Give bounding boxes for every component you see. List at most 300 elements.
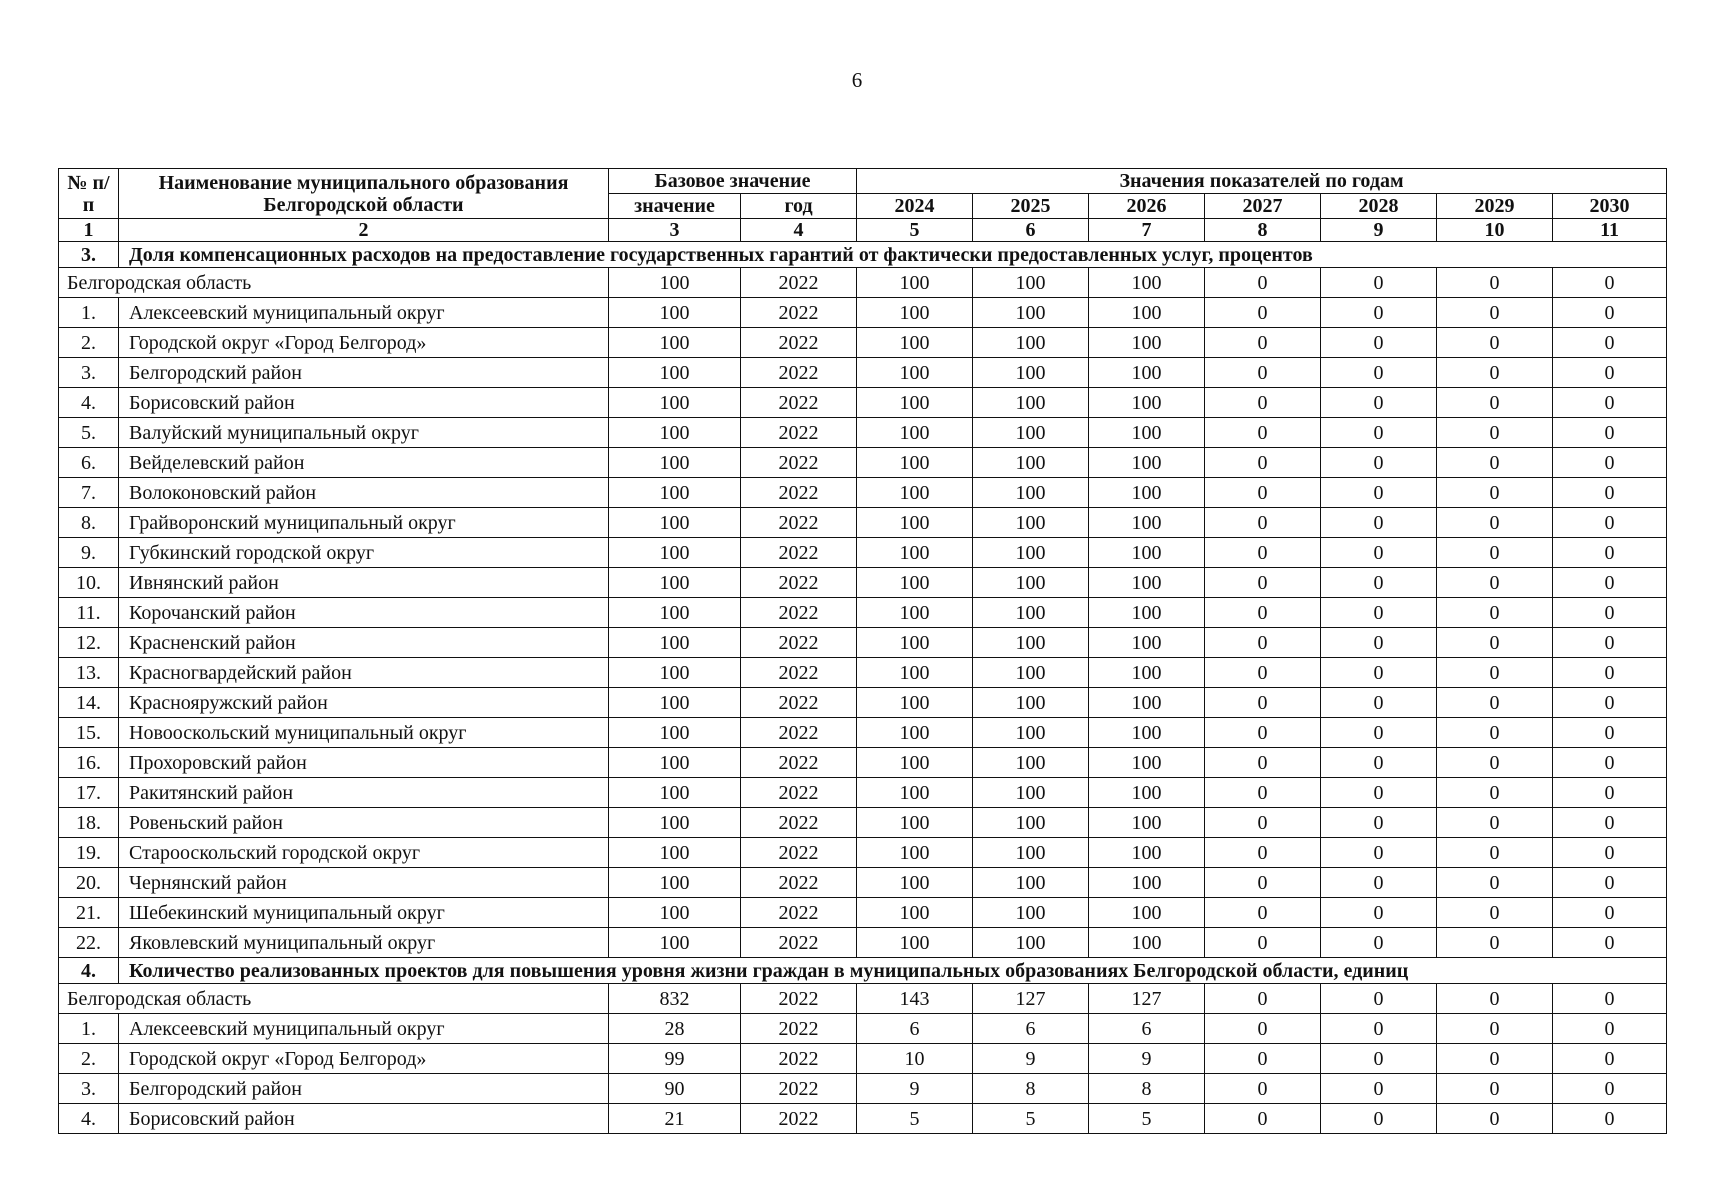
year-value: 0 (1321, 778, 1437, 808)
base-value: 99 (609, 1044, 741, 1074)
base-value: 100 (609, 448, 741, 478)
base-year: 2022 (741, 628, 857, 658)
base-year: 2022 (741, 1014, 857, 1044)
municipality-name: Губкинский городской округ (119, 538, 609, 568)
year-value: 0 (1321, 1014, 1437, 1044)
base-value: 100 (609, 778, 741, 808)
year-value: 100 (973, 868, 1089, 898)
column-numbers-row (59, 219, 1667, 242)
row-number: 7. (59, 478, 119, 508)
year-value: 0 (1321, 598, 1437, 628)
year-value: 0 (1553, 388, 1667, 418)
year-value: 0 (1321, 898, 1437, 928)
column-number: 11 (1553, 219, 1667, 242)
table-row (59, 1014, 1667, 1044)
year-value: 100 (1089, 478, 1205, 508)
year-value: 0 (1553, 418, 1667, 448)
municipality-name: Грайворонский муниципальный округ (119, 508, 609, 538)
year-value: 100 (1089, 778, 1205, 808)
year-value: 100 (973, 778, 1089, 808)
table-row (59, 1074, 1667, 1104)
year-value: 0 (1205, 778, 1321, 808)
table-row (59, 448, 1667, 478)
year-value: 0 (1321, 868, 1437, 898)
header-base: Базовое значение (609, 169, 857, 194)
table-row (59, 868, 1667, 898)
year-value: 0 (1321, 538, 1437, 568)
year-value: 0 (1205, 358, 1321, 388)
year-value: 0 (1553, 778, 1667, 808)
base-value: 832 (609, 984, 741, 1014)
year-value: 0 (1205, 508, 1321, 538)
row-number: 17. (59, 778, 119, 808)
header-year: 2029 (1437, 194, 1553, 219)
year-value: 0 (1553, 478, 1667, 508)
year-value: 0 (1437, 568, 1553, 598)
year-value: 0 (1205, 984, 1321, 1014)
year-value: 100 (973, 568, 1089, 598)
year-value: 0 (1553, 538, 1667, 568)
table-row (59, 358, 1667, 388)
year-value: 0 (1437, 418, 1553, 448)
table-row (59, 598, 1667, 628)
year-value: 0 (1553, 1074, 1667, 1104)
year-value: 100 (1089, 448, 1205, 478)
municipality-name: Волоконовский район (119, 478, 609, 508)
year-value: 0 (1205, 268, 1321, 298)
municipality-name: Алексеевский муниципальный округ (119, 1014, 609, 1044)
base-value: 100 (609, 658, 741, 688)
year-value: 0 (1553, 928, 1667, 958)
year-value: 0 (1437, 868, 1553, 898)
base-year: 2022 (741, 418, 857, 448)
base-year: 2022 (741, 1074, 857, 1104)
table-row (59, 298, 1667, 328)
year-value: 100 (973, 538, 1089, 568)
year-value: 100 (1089, 268, 1205, 298)
table-row (59, 508, 1667, 538)
base-year: 2022 (741, 748, 857, 778)
base-year: 2022 (741, 508, 857, 538)
header-year: 2025 (973, 194, 1089, 219)
year-value: 100 (1089, 658, 1205, 688)
municipality-name: Красногвардейский район (119, 658, 609, 688)
year-value: 0 (1437, 448, 1553, 478)
header-year: 2030 (1553, 194, 1667, 219)
column-number: 10 (1437, 219, 1553, 242)
section-header-row (59, 242, 1667, 268)
year-value: 0 (1553, 658, 1667, 688)
row-number: 3. (59, 1074, 119, 1104)
year-value: 0 (1321, 1074, 1437, 1104)
base-year: 2022 (741, 984, 857, 1014)
row-number: 1. (59, 1014, 119, 1044)
year-value: 5 (1089, 1104, 1205, 1134)
year-value: 100 (973, 478, 1089, 508)
year-value: 0 (1553, 268, 1667, 298)
column-number: 2 (119, 219, 609, 242)
year-value: 100 (1089, 718, 1205, 748)
year-value: 0 (1553, 984, 1667, 1014)
year-value: 100 (1089, 508, 1205, 538)
municipality-name: Новооскольский муниципальный округ (119, 718, 609, 748)
year-value: 100 (857, 328, 973, 358)
table-row (59, 898, 1667, 928)
year-value: 100 (857, 928, 973, 958)
year-value: 100 (857, 568, 973, 598)
year-value: 0 (1437, 1104, 1553, 1134)
base-value: 100 (609, 628, 741, 658)
column-number: 3 (609, 219, 741, 242)
year-value: 0 (1205, 328, 1321, 358)
year-value: 100 (1089, 538, 1205, 568)
year-value: 0 (1437, 1074, 1553, 1104)
year-value: 100 (857, 718, 973, 748)
base-year: 2022 (741, 838, 857, 868)
header-number: № п/п (59, 169, 119, 219)
year-value: 100 (857, 808, 973, 838)
year-value: 100 (857, 508, 973, 538)
year-value: 127 (1089, 984, 1205, 1014)
year-value: 100 (857, 388, 973, 418)
year-value: 100 (973, 898, 1089, 928)
municipality-name: Городской округ «Город Белгород» (119, 328, 609, 358)
year-value: 10 (857, 1044, 973, 1074)
year-value: 0 (1321, 448, 1437, 478)
header-base-value: значение (609, 194, 741, 219)
year-value: 0 (1205, 1104, 1321, 1134)
year-value: 0 (1553, 688, 1667, 718)
year-value: 0 (1553, 328, 1667, 358)
municipality-name: Вейделевский район (119, 448, 609, 478)
base-value: 90 (609, 1074, 741, 1104)
row-number: 19. (59, 838, 119, 868)
year-value: 100 (1089, 418, 1205, 448)
base-value: 100 (609, 808, 741, 838)
base-value: 100 (609, 598, 741, 628)
year-value: 0 (1205, 1014, 1321, 1044)
year-value: 0 (1205, 388, 1321, 418)
table-row (59, 778, 1667, 808)
base-year: 2022 (741, 448, 857, 478)
header-year: 2024 (857, 194, 973, 219)
year-value: 100 (973, 358, 1089, 388)
year-value: 8 (973, 1074, 1089, 1104)
year-value: 100 (973, 328, 1089, 358)
year-value: 100 (857, 898, 973, 928)
base-value: 100 (609, 328, 741, 358)
year-value: 0 (1205, 418, 1321, 448)
row-number: 6. (59, 448, 119, 478)
year-value: 0 (1205, 898, 1321, 928)
base-year: 2022 (741, 478, 857, 508)
year-value: 0 (1321, 508, 1437, 538)
row-number: 21. (59, 898, 119, 928)
year-value: 0 (1321, 808, 1437, 838)
municipality-name: Старооскольский городской округ (119, 838, 609, 868)
year-value: 6 (857, 1014, 973, 1044)
year-value: 0 (1437, 598, 1553, 628)
base-value: 100 (609, 298, 741, 328)
table-row (59, 718, 1667, 748)
municipality-name: Шебекинский муниципальный округ (119, 898, 609, 928)
year-value: 0 (1553, 748, 1667, 778)
section-header-row (59, 958, 1667, 984)
year-value: 0 (1553, 508, 1667, 538)
section-title: Доля компенсационных расходов на предоставление государственных гарантий от фактически предоставленных услуг, процентов (119, 242, 1667, 268)
year-value: 0 (1437, 268, 1553, 298)
year-value: 0 (1437, 478, 1553, 508)
year-value: 100 (973, 718, 1089, 748)
section-title: Количество реализованных проектов для повышения уровня жизни граждан в муниципальных образованиях Белгородской области, единиц (119, 958, 1667, 984)
year-value: 100 (973, 688, 1089, 718)
year-value: 0 (1321, 658, 1437, 688)
year-value: 0 (1437, 778, 1553, 808)
year-value: 100 (1089, 688, 1205, 718)
year-value: 100 (973, 928, 1089, 958)
year-value: 0 (1321, 1044, 1437, 1074)
year-value: 6 (973, 1014, 1089, 1044)
table-row (59, 748, 1667, 778)
year-value: 0 (1205, 928, 1321, 958)
year-value: 0 (1321, 688, 1437, 718)
year-value: 100 (973, 748, 1089, 778)
year-value: 0 (1437, 1044, 1553, 1074)
municipality-name: Белгородский район (119, 1074, 609, 1104)
year-value: 100 (973, 448, 1089, 478)
year-value: 0 (1553, 598, 1667, 628)
year-value: 100 (1089, 748, 1205, 778)
year-value: 0 (1437, 328, 1553, 358)
year-value: 0 (1437, 748, 1553, 778)
year-value: 100 (1089, 328, 1205, 358)
table-row (59, 1104, 1667, 1134)
year-value: 9 (857, 1074, 973, 1104)
year-value: 0 (1553, 718, 1667, 748)
row-number: 18. (59, 808, 119, 838)
year-value: 100 (973, 838, 1089, 868)
base-year: 2022 (741, 718, 857, 748)
row-number: 8. (59, 508, 119, 538)
table-row (59, 568, 1667, 598)
year-value: 0 (1437, 358, 1553, 388)
column-number: 6 (973, 219, 1089, 242)
year-value: 0 (1437, 628, 1553, 658)
section-number: 3. (59, 242, 119, 268)
year-value: 0 (1205, 448, 1321, 478)
municipality-name: Борисовский район (119, 1104, 609, 1134)
table-row (59, 388, 1667, 418)
base-value: 100 (609, 718, 741, 748)
year-value: 100 (857, 538, 973, 568)
header-base-year: год (741, 194, 857, 219)
year-value: 100 (857, 628, 973, 658)
year-value: 100 (857, 868, 973, 898)
base-year: 2022 (741, 868, 857, 898)
year-value: 100 (857, 838, 973, 868)
year-value: 100 (857, 478, 973, 508)
year-value: 0 (1437, 984, 1553, 1014)
base-value: 100 (609, 358, 741, 388)
year-value: 6 (1089, 1014, 1205, 1044)
row-number: 3. (59, 358, 119, 388)
base-value: 100 (609, 838, 741, 868)
region-total-row (59, 268, 1667, 298)
table-row (59, 328, 1667, 358)
year-value: 0 (1437, 658, 1553, 688)
year-value: 0 (1553, 838, 1667, 868)
year-value: 0 (1205, 478, 1321, 508)
year-value: 0 (1321, 928, 1437, 958)
year-value: 0 (1437, 838, 1553, 868)
year-value: 0 (1321, 418, 1437, 448)
row-number: 12. (59, 628, 119, 658)
year-value: 100 (973, 388, 1089, 418)
base-year: 2022 (741, 568, 857, 598)
base-value: 100 (609, 478, 741, 508)
municipality-name: Борисовский район (119, 388, 609, 418)
municipality-name: Ракитянский район (119, 778, 609, 808)
year-value: 0 (1321, 984, 1437, 1014)
year-value: 0 (1321, 838, 1437, 868)
column-number: 4 (741, 219, 857, 242)
municipality-name: Валуйский муниципальный округ (119, 418, 609, 448)
year-value: 0 (1321, 628, 1437, 658)
year-value: 100 (1089, 928, 1205, 958)
year-value: 0 (1437, 688, 1553, 718)
year-value: 100 (857, 598, 973, 628)
table-row (59, 538, 1667, 568)
year-value: 0 (1553, 868, 1667, 898)
base-value: 21 (609, 1104, 741, 1134)
row-number: 11. (59, 598, 119, 628)
year-value: 0 (1205, 718, 1321, 748)
year-value: 0 (1321, 328, 1437, 358)
year-value: 0 (1205, 868, 1321, 898)
base-year: 2022 (741, 808, 857, 838)
base-year: 2022 (741, 268, 857, 298)
header-name: Наименование муниципального образования Белгородской области (119, 169, 609, 219)
year-value: 0 (1205, 1074, 1321, 1104)
base-year: 2022 (741, 688, 857, 718)
year-value: 0 (1321, 358, 1437, 388)
year-value: 100 (1089, 868, 1205, 898)
year-value: 0 (1205, 748, 1321, 778)
header-year: 2027 (1205, 194, 1321, 219)
base-value: 100 (609, 268, 741, 298)
year-value: 0 (1437, 538, 1553, 568)
year-value: 5 (973, 1104, 1089, 1134)
year-value: 100 (857, 448, 973, 478)
page-number: 6 (851, 68, 863, 92)
year-value: 100 (973, 598, 1089, 628)
year-value: 0 (1321, 478, 1437, 508)
year-value: 0 (1205, 838, 1321, 868)
row-number: 16. (59, 748, 119, 778)
year-value: 127 (973, 984, 1089, 1014)
year-value: 0 (1205, 658, 1321, 688)
year-value: 100 (1089, 298, 1205, 328)
year-value: 0 (1321, 268, 1437, 298)
municipality-name: Алексеевский муниципальный округ (119, 298, 609, 328)
base-value: 100 (609, 388, 741, 418)
year-value: 0 (1553, 358, 1667, 388)
year-value: 0 (1437, 508, 1553, 538)
row-number: 9. (59, 538, 119, 568)
year-value: 100 (857, 418, 973, 448)
region-name: Белгородская область (59, 984, 609, 1014)
year-value: 0 (1553, 568, 1667, 598)
row-number: 15. (59, 718, 119, 748)
year-value: 100 (857, 268, 973, 298)
year-value: 100 (1089, 838, 1205, 868)
base-value: 100 (609, 928, 741, 958)
municipality-name: Чернянский район (119, 868, 609, 898)
table-row (59, 688, 1667, 718)
year-value: 8 (1089, 1074, 1205, 1104)
base-value: 100 (609, 508, 741, 538)
row-number: 1. (59, 298, 119, 328)
region-name: Белгородская область (59, 268, 609, 298)
year-value: 100 (1089, 568, 1205, 598)
base-year: 2022 (741, 1104, 857, 1134)
year-value: 143 (857, 984, 973, 1014)
table-row (59, 478, 1667, 508)
year-value: 0 (1437, 1014, 1553, 1044)
base-year: 2022 (741, 388, 857, 418)
row-number: 2. (59, 1044, 119, 1074)
base-value: 100 (609, 688, 741, 718)
year-value: 0 (1553, 1104, 1667, 1134)
base-year: 2022 (741, 1044, 857, 1074)
year-value: 0 (1205, 1044, 1321, 1074)
year-value: 0 (1553, 898, 1667, 928)
year-value: 100 (1089, 598, 1205, 628)
table-row (59, 808, 1667, 838)
year-value: 0 (1205, 538, 1321, 568)
year-value: 0 (1437, 298, 1553, 328)
municipality-name: Городской округ «Город Белгород» (119, 1044, 609, 1074)
year-value: 0 (1553, 1044, 1667, 1074)
year-value: 100 (1089, 628, 1205, 658)
year-value: 0 (1553, 448, 1667, 478)
table-row (59, 928, 1667, 958)
year-value: 0 (1321, 1104, 1437, 1134)
base-value: 100 (609, 538, 741, 568)
indicator-table (58, 168, 1667, 1134)
year-value: 0 (1321, 388, 1437, 418)
year-value: 100 (973, 298, 1089, 328)
year-value: 0 (1553, 1014, 1667, 1044)
table-row (59, 418, 1667, 448)
table-row (59, 658, 1667, 688)
year-value: 0 (1321, 748, 1437, 778)
base-year: 2022 (741, 598, 857, 628)
base-year: 2022 (741, 898, 857, 928)
year-value: 100 (1089, 388, 1205, 418)
row-number: 10. (59, 568, 119, 598)
column-number: 7 (1089, 219, 1205, 242)
year-value: 100 (973, 628, 1089, 658)
municipality-name: Белгородский район (119, 358, 609, 388)
year-value: 100 (973, 418, 1089, 448)
base-value: 100 (609, 748, 741, 778)
year-value: 100 (1089, 358, 1205, 388)
year-value: 0 (1553, 808, 1667, 838)
base-value: 100 (609, 898, 741, 928)
municipality-name: Краснояружский район (119, 688, 609, 718)
year-value: 0 (1205, 298, 1321, 328)
